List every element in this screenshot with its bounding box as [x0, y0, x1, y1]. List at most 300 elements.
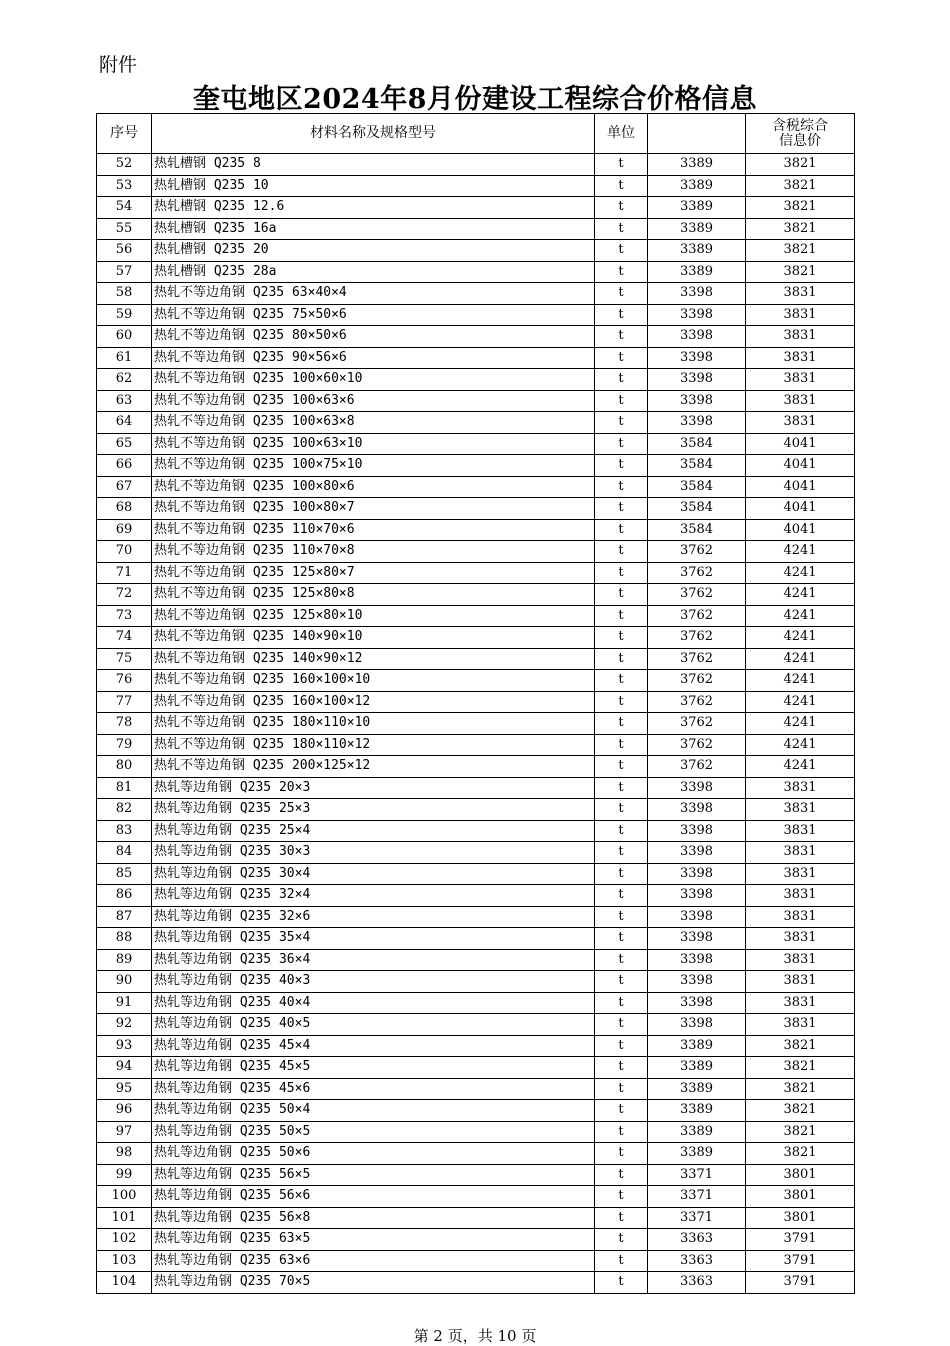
cell-seq: 82: [97, 799, 152, 821]
cell-seq: 81: [97, 777, 152, 799]
cell-name: 热轧等边角钢 Q235 36×4: [152, 949, 595, 971]
cell-seq: 101: [97, 1207, 152, 1229]
cell-name: 热轧不等边角钢 Q235 140×90×10: [152, 627, 595, 649]
cell-name: 热轧不等边角钢 Q235 110×70×6: [152, 519, 595, 541]
table-row: [97, 1100, 855, 1122]
table-row: [97, 519, 855, 541]
cell-seq: 66: [97, 455, 152, 477]
cell-price: 3398: [648, 928, 746, 950]
cell-tax-price: 3831: [746, 799, 855, 821]
cell-name: 热轧等边角钢 Q235 45×4: [152, 1035, 595, 1057]
cell-price: 3398: [648, 369, 746, 391]
cell-tax-price: 3821: [746, 261, 855, 283]
cell-name: 热轧等边角钢 Q235 63×5: [152, 1229, 595, 1251]
table-row: [97, 627, 855, 649]
cell-tax-price: 3831: [746, 304, 855, 326]
cell-seq: 58: [97, 283, 152, 305]
table-row: [97, 283, 855, 305]
cell-price: 3389: [648, 261, 746, 283]
cell-unit: t: [595, 347, 648, 369]
cell-price: 3762: [648, 648, 746, 670]
table-row: [97, 713, 855, 735]
cell-tax-price: 3831: [746, 347, 855, 369]
cell-unit: t: [595, 756, 648, 778]
cell-price: 3398: [648, 1014, 746, 1036]
cell-name: 热轧不等边角钢 Q235 200×125×12: [152, 756, 595, 778]
cell-price: 3584: [648, 433, 746, 455]
table-row: [97, 154, 855, 176]
cell-tax-price: 4241: [746, 562, 855, 584]
cell-name: 热轧等边角钢 Q235 25×3: [152, 799, 595, 821]
cell-name: 热轧槽钢 Q235 10: [152, 175, 595, 197]
cell-tax-price: 3821: [746, 218, 855, 240]
table-row: [97, 175, 855, 197]
table-row: [97, 412, 855, 434]
cell-tax-price: 3801: [746, 1207, 855, 1229]
cell-unit: t: [595, 777, 648, 799]
table-row: [97, 390, 855, 412]
table-row: [97, 992, 855, 1014]
cell-seq: 73: [97, 605, 152, 627]
price-table: [96, 113, 855, 1294]
cell-name: 热轧等边角钢 Q235 20×3: [152, 777, 595, 799]
cell-seq: 102: [97, 1229, 152, 1251]
cell-seq: 79: [97, 734, 152, 756]
cell-seq: 92: [97, 1014, 152, 1036]
cell-name: 热轧槽钢 Q235 16a: [152, 218, 595, 240]
table-row: [97, 1272, 855, 1294]
table-row: [97, 1014, 855, 1036]
table-row: [97, 1250, 855, 1272]
cell-name: 热轧等边角钢 Q235 63×6: [152, 1250, 595, 1272]
cell-unit: t: [595, 1164, 648, 1186]
cell-tax-price: 3831: [746, 885, 855, 907]
cell-unit: t: [595, 1143, 648, 1165]
cell-name: 热轧不等边角钢 Q235 160×100×10: [152, 670, 595, 692]
header-name: 材料名称及规格型号: [152, 114, 595, 154]
cell-seq: 88: [97, 928, 152, 950]
cell-name: 热轧不等边角钢 Q235 110×70×8: [152, 541, 595, 563]
table-row: [97, 240, 855, 262]
table-row: [97, 197, 855, 219]
table-row: [97, 971, 855, 993]
cell-seq: 100: [97, 1186, 152, 1208]
table-row: [97, 605, 855, 627]
table-row: [97, 369, 855, 391]
cell-name: 热轧等边角钢 Q235 25×4: [152, 820, 595, 842]
cell-name: 热轧等边角钢 Q235 50×5: [152, 1121, 595, 1143]
cell-tax-price: 4241: [746, 713, 855, 735]
cell-seq: 61: [97, 347, 152, 369]
cell-tax-price: 4041: [746, 476, 855, 498]
cell-seq: 55: [97, 218, 152, 240]
cell-seq: 103: [97, 1250, 152, 1272]
cell-price: 3398: [648, 304, 746, 326]
cell-tax-price: 3801: [746, 1186, 855, 1208]
cell-seq: 77: [97, 691, 152, 713]
table-row: [97, 476, 855, 498]
cell-tax-price: 3791: [746, 1250, 855, 1272]
cell-price: 3762: [648, 541, 746, 563]
cell-unit: t: [595, 691, 648, 713]
cell-name: 热轧不等边角钢 Q235 100×63×8: [152, 412, 595, 434]
cell-price: 3584: [648, 498, 746, 520]
cell-price: 3398: [648, 906, 746, 928]
table-row: [97, 820, 855, 842]
cell-price: 3584: [648, 455, 746, 477]
table-row: [97, 928, 855, 950]
table-body: [97, 154, 855, 1294]
cell-unit: t: [595, 1186, 648, 1208]
cell-tax-price: 3831: [746, 326, 855, 348]
cell-seq: 63: [97, 390, 152, 412]
cell-seq: 84: [97, 842, 152, 864]
cell-seq: 70: [97, 541, 152, 563]
cell-unit: t: [595, 498, 648, 520]
cell-name: 热轧等边角钢 Q235 40×3: [152, 971, 595, 993]
cell-name: 热轧等边角钢 Q235 45×5: [152, 1057, 595, 1079]
cell-price: 3389: [648, 175, 746, 197]
cell-name: 热轧等边角钢 Q235 70×5: [152, 1272, 595, 1294]
cell-name: 热轧不等边角钢 Q235 125×80×7: [152, 562, 595, 584]
cell-name: 热轧不等边角钢 Q235 80×50×6: [152, 326, 595, 348]
cell-tax-price: 4241: [746, 605, 855, 627]
cell-tax-price: 3821: [746, 1100, 855, 1122]
cell-seq: 85: [97, 863, 152, 885]
cell-seq: 94: [97, 1057, 152, 1079]
cell-unit: t: [595, 240, 648, 262]
cell-seq: 98: [97, 1143, 152, 1165]
cell-name: 热轧等边角钢 Q235 30×4: [152, 863, 595, 885]
cell-name: 热轧等边角钢 Q235 35×4: [152, 928, 595, 950]
cell-name: 热轧等边角钢 Q235 56×8: [152, 1207, 595, 1229]
header-tax-price: 含税综合 信息价: [746, 114, 855, 154]
cell-price: 3398: [648, 863, 746, 885]
cell-tax-price: 4241: [746, 734, 855, 756]
cell-unit: t: [595, 648, 648, 670]
cell-name: 热轧不等边角钢 Q235 125×80×10: [152, 605, 595, 627]
cell-unit: t: [595, 820, 648, 842]
table-row: [97, 304, 855, 326]
cell-unit: t: [595, 992, 648, 1014]
cell-tax-price: 4241: [746, 648, 855, 670]
cell-tax-price: 3831: [746, 369, 855, 391]
cell-unit: t: [595, 390, 648, 412]
table-row: [97, 498, 855, 520]
cell-unit: t: [595, 949, 648, 971]
cell-price: 3398: [648, 885, 746, 907]
table-row: [97, 799, 855, 821]
cell-tax-price: 4241: [746, 756, 855, 778]
cell-seq: 87: [97, 906, 152, 928]
cell-name: 热轧等边角钢 Q235 56×5: [152, 1164, 595, 1186]
cell-price: 3363: [648, 1229, 746, 1251]
table-row: [97, 1078, 855, 1100]
cell-tax-price: 3821: [746, 1121, 855, 1143]
table-row: [97, 326, 855, 348]
cell-unit: t: [595, 326, 648, 348]
cell-name: 热轧不等边角钢 Q235 180×110×12: [152, 734, 595, 756]
cell-tax-price: 3821: [746, 1057, 855, 1079]
cell-name: 热轧槽钢 Q235 28a: [152, 261, 595, 283]
cell-price: 3389: [648, 1100, 746, 1122]
cell-name: 热轧等边角钢 Q235 32×4: [152, 885, 595, 907]
cell-unit: t: [595, 670, 648, 692]
cell-name: 热轧不等边角钢 Q235 180×110×10: [152, 713, 595, 735]
cell-tax-price: 3831: [746, 820, 855, 842]
cell-seq: 104: [97, 1272, 152, 1294]
cell-tax-price: 3821: [746, 240, 855, 262]
cell-name: 热轧不等边角钢 Q235 100×75×10: [152, 455, 595, 477]
cell-unit: t: [595, 154, 648, 176]
cell-seq: 80: [97, 756, 152, 778]
cell-unit: t: [595, 971, 648, 993]
cell-unit: t: [595, 304, 648, 326]
cell-price: 3398: [648, 347, 746, 369]
cell-tax-price: 3821: [746, 1078, 855, 1100]
cell-price: 3398: [648, 820, 746, 842]
cell-tax-price: 3791: [746, 1272, 855, 1294]
cell-seq: 68: [97, 498, 152, 520]
table-row: [97, 1164, 855, 1186]
cell-name: 热轧不等边角钢 Q235 100×63×10: [152, 433, 595, 455]
cell-unit: t: [595, 175, 648, 197]
cell-price: 3371: [648, 1186, 746, 1208]
cell-seq: 69: [97, 519, 152, 541]
cell-price: 3398: [648, 283, 746, 305]
cell-tax-price: 4041: [746, 519, 855, 541]
table-row: [97, 562, 855, 584]
cell-seq: 56: [97, 240, 152, 262]
cell-unit: t: [595, 799, 648, 821]
cell-price: 3762: [648, 605, 746, 627]
table-row: [97, 691, 855, 713]
cell-name: 热轧等边角钢 Q235 40×4: [152, 992, 595, 1014]
cell-name: 热轧等边角钢 Q235 45×6: [152, 1078, 595, 1100]
cell-seq: 93: [97, 1035, 152, 1057]
cell-tax-price: 4241: [746, 670, 855, 692]
cell-unit: t: [595, 885, 648, 907]
table-row: [97, 949, 855, 971]
table-row: [97, 455, 855, 477]
table-row: [97, 648, 855, 670]
cell-tax-price: 3831: [746, 283, 855, 305]
cell-name: 热轧不等边角钢 Q235 100×80×6: [152, 476, 595, 498]
header-unit: 单位: [595, 114, 648, 154]
cell-unit: t: [595, 1057, 648, 1079]
cell-name: 热轧不等边角钢 Q235 63×40×4: [152, 283, 595, 305]
cell-seq: 72: [97, 584, 152, 606]
cell-unit: t: [595, 906, 648, 928]
cell-seq: 76: [97, 670, 152, 692]
cell-seq: 62: [97, 369, 152, 391]
cell-unit: t: [595, 283, 648, 305]
cell-name: 热轧不等边角钢 Q235 100×63×6: [152, 390, 595, 412]
cell-seq: 60: [97, 326, 152, 348]
cell-tax-price: 3831: [746, 992, 855, 1014]
cell-name: 热轧等边角钢 Q235 32×6: [152, 906, 595, 928]
cell-name: 热轧不等边角钢 Q235 125×80×8: [152, 584, 595, 606]
cell-seq: 75: [97, 648, 152, 670]
cell-seq: 97: [97, 1121, 152, 1143]
cell-unit: t: [595, 455, 648, 477]
cell-price: 3363: [648, 1272, 746, 1294]
cell-name: 热轧等边角钢 Q235 40×5: [152, 1014, 595, 1036]
cell-tax-price: 3801: [746, 1164, 855, 1186]
cell-price: 3398: [648, 799, 746, 821]
cell-seq: 96: [97, 1100, 152, 1122]
cell-name: 热轧槽钢 Q235 12.6: [152, 197, 595, 219]
cell-tax-price: 3831: [746, 949, 855, 971]
cell-unit: t: [595, 1272, 648, 1294]
cell-seq: 57: [97, 261, 152, 283]
cell-name: 热轧等边角钢 Q235 56×6: [152, 1186, 595, 1208]
cell-tax-price: 4241: [746, 541, 855, 563]
cell-tax-price: 3821: [746, 175, 855, 197]
table-row: [97, 347, 855, 369]
cell-name: 热轧等边角钢 Q235 50×6: [152, 1143, 595, 1165]
cell-unit: t: [595, 863, 648, 885]
cell-price: 3398: [648, 777, 746, 799]
table-row: [97, 734, 855, 756]
cell-name: 热轧槽钢 Q235 20: [152, 240, 595, 262]
table-row: [97, 1121, 855, 1143]
cell-unit: t: [595, 197, 648, 219]
cell-unit: t: [595, 412, 648, 434]
cell-price: 3584: [648, 519, 746, 541]
cell-name: 热轧不等边角钢 Q235 140×90×12: [152, 648, 595, 670]
cell-price: 3389: [648, 1121, 746, 1143]
table-row: [97, 1207, 855, 1229]
cell-tax-price: 3831: [746, 777, 855, 799]
cell-tax-price: 3821: [746, 154, 855, 176]
cell-tax-price: 3831: [746, 412, 855, 434]
cell-price: 3762: [648, 584, 746, 606]
cell-price: 3762: [648, 756, 746, 778]
cell-seq: 64: [97, 412, 152, 434]
cell-seq: 91: [97, 992, 152, 1014]
cell-seq: 53: [97, 175, 152, 197]
table-row: [97, 1057, 855, 1079]
table-row: [97, 906, 855, 928]
cell-price: 3398: [648, 390, 746, 412]
attachment-label: 附件: [99, 54, 138, 76]
cell-price: 3762: [648, 627, 746, 649]
cell-tax-price: 4241: [746, 627, 855, 649]
cell-price: 3389: [648, 1035, 746, 1057]
page-footer: 第 2 页，共 10 页: [413, 1327, 537, 1345]
table-row: [97, 1186, 855, 1208]
table-row: [97, 863, 855, 885]
table-row: [97, 1143, 855, 1165]
cell-seq: 74: [97, 627, 152, 649]
table-row: [97, 1229, 855, 1251]
cell-tax-price: 4041: [746, 498, 855, 520]
header-price: [648, 114, 746, 154]
cell-unit: t: [595, 1121, 648, 1143]
cell-unit: t: [595, 713, 648, 735]
cell-tax-price: 3791: [746, 1229, 855, 1251]
cell-price: 3371: [648, 1207, 746, 1229]
cell-unit: t: [595, 1100, 648, 1122]
cell-seq: 90: [97, 971, 152, 993]
cell-price: 3389: [648, 240, 746, 262]
cell-price: 3389: [648, 1078, 746, 1100]
table-row: [97, 670, 855, 692]
cell-tax-price: 3831: [746, 863, 855, 885]
cell-seq: 71: [97, 562, 152, 584]
cell-price: 3762: [648, 734, 746, 756]
cell-tax-price: 3821: [746, 1035, 855, 1057]
cell-unit: t: [595, 627, 648, 649]
cell-price: 3398: [648, 971, 746, 993]
cell-tax-price: 3831: [746, 1014, 855, 1036]
cell-name: 热轧不等边角钢 Q235 75×50×6: [152, 304, 595, 326]
page-title: 奎屯地区2024年8月份建设工程综合价格信息: [193, 84, 757, 115]
cell-name: 热轧不等边角钢 Q235 100×80×7: [152, 498, 595, 520]
cell-tax-price: 4241: [746, 691, 855, 713]
cell-tax-price: 4041: [746, 433, 855, 455]
table-row: [97, 777, 855, 799]
cell-unit: t: [595, 519, 648, 541]
cell-unit: t: [595, 562, 648, 584]
cell-seq: 86: [97, 885, 152, 907]
cell-unit: t: [595, 261, 648, 283]
cell-unit: t: [595, 433, 648, 455]
table-row: [97, 1035, 855, 1057]
table-row: [97, 885, 855, 907]
header-seq: 序号: [97, 114, 152, 154]
cell-unit: t: [595, 369, 648, 391]
cell-unit: t: [595, 928, 648, 950]
cell-price: 3762: [648, 713, 746, 735]
cell-tax-price: 3831: [746, 842, 855, 864]
table-row: [97, 541, 855, 563]
cell-seq: 95: [97, 1078, 152, 1100]
cell-seq: 89: [97, 949, 152, 971]
cell-price: 3371: [648, 1164, 746, 1186]
table-row: [97, 261, 855, 283]
cell-seq: 52: [97, 154, 152, 176]
cell-price: 3389: [648, 1057, 746, 1079]
cell-seq: 78: [97, 713, 152, 735]
cell-name: 热轧不等边角钢 Q235 160×100×12: [152, 691, 595, 713]
cell-unit: t: [595, 541, 648, 563]
table-header-row: [97, 114, 855, 154]
cell-unit: t: [595, 1229, 648, 1251]
cell-tax-price: 3831: [746, 906, 855, 928]
cell-tax-price: 4041: [746, 455, 855, 477]
cell-unit: t: [595, 605, 648, 627]
cell-price: 3398: [648, 949, 746, 971]
cell-tax-price: 3831: [746, 928, 855, 950]
table-row: [97, 218, 855, 240]
cell-name: 热轧等边角钢 Q235 50×4: [152, 1100, 595, 1122]
cell-seq: 65: [97, 433, 152, 455]
cell-price: 3398: [648, 326, 746, 348]
cell-tax-price: 4241: [746, 584, 855, 606]
cell-unit: t: [595, 218, 648, 240]
cell-unit: t: [595, 1207, 648, 1229]
cell-name: 热轧不等边角钢 Q235 100×60×10: [152, 369, 595, 391]
cell-unit: t: [595, 1014, 648, 1036]
cell-price: 3363: [648, 1250, 746, 1272]
table-row: [97, 756, 855, 778]
cell-name: 热轧不等边角钢 Q235 90×56×6: [152, 347, 595, 369]
cell-unit: t: [595, 1250, 648, 1272]
cell-name: 热轧槽钢 Q235 8: [152, 154, 595, 176]
cell-price: 3389: [648, 197, 746, 219]
